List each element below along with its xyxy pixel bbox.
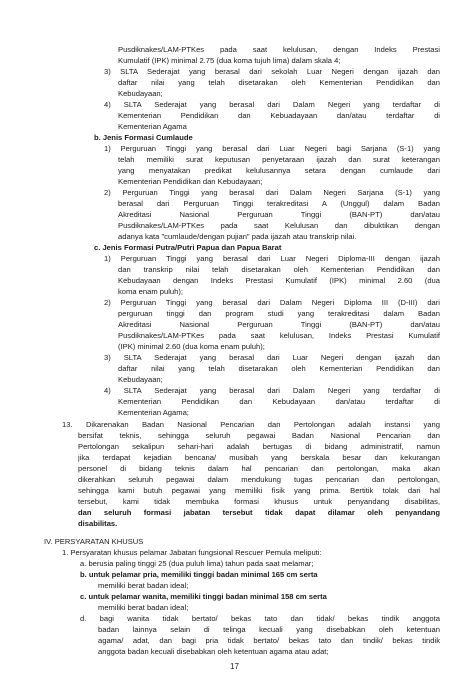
text-line: Kebudayaan; xyxy=(118,89,163,98)
text-line: 4) SLTA Sederajat yang berasal dari Dalam Negeri yang terdaftar di xyxy=(104,100,440,109)
text-line: Kementerian Pendidikan dan Kebudayaan dan/atau terdaftar di xyxy=(118,397,440,406)
text-line: 3) SLTA Sederajat yang berasal dari sekolah Luar Negeri dengan ijazah dan xyxy=(104,67,440,76)
text-line: personel di bidang teknis dalam hal pencarian dan pertolongan, maka akan xyxy=(78,464,440,473)
text-line: Akreditasi Nasional Perguruan Tinggi (BAN-PT) dan/atau xyxy=(118,210,440,219)
text-line: 2) Perguruan Tinggi yang berasal dari Dalam Negeri Diploma III (D-III) dari xyxy=(104,298,440,307)
text-line: Pusdiknakes/LAM-PTKes pada saat Kelulusan dan dibuktikan dengan xyxy=(118,221,440,230)
text-line: koma enam puluh); xyxy=(118,287,184,296)
text-line: Pertolongan sekalipun sehari-hari adalah bertugas di bidang administratif, namun xyxy=(78,442,440,451)
text-line: badan lainnya selain di telinga kecuali yang disebabkan oleh ketentuan xyxy=(98,625,440,634)
text-line: berasal dari Perguruan Tinggi terakreditasi A (Unggul) dalam Badan xyxy=(118,199,440,208)
text-line: 3) SLTA Sederajat yang berasal dari Luar Negeri dengan ijazah dan xyxy=(104,353,440,362)
text-line: 4) SLTA Sederajat yang berasal dari Dalam Negeri yang terdaftar di xyxy=(104,386,440,395)
text-line: telah memiliki surat keputusan penyetaraan ijazah dan surat keterangan xyxy=(118,155,440,164)
text-line: Kebudayaan; xyxy=(118,375,163,384)
text-line: Pusdiknakes/LAM-PTKes pada saat kelulusan, dengan Indeks Prestasi xyxy=(118,45,440,54)
text-line: Akreditasi Nasional Perguruan Tinggi (BAN-PT) dan/atau xyxy=(118,320,440,329)
text-line: perguruan tinggi dan program studi yang terakreditasi dalam Badan xyxy=(118,309,440,318)
text-line: Kementerian Agama xyxy=(118,122,187,131)
text-line: d. bagi wanita tidak bertato/ bekas tato dan tidak/ bekas tindik anggota xyxy=(80,614,440,623)
page-number: 17 xyxy=(230,662,239,671)
text-line: 1. Persyaratan khusus pelamar Jabatan fungsional Rescuer Pemula meliputi: xyxy=(62,548,322,557)
text-line: Kumulatif (IPK) minimal 2.75 (dua koma tujuh lima) dalam skala 4; xyxy=(118,56,341,65)
text-line: adanya kata "cumlaude/dengan pujian" pada ijazah atau transkrip nilai. xyxy=(118,232,357,241)
text-line: a. berusia paling tinggi 25 (dua puluh lima) tahun pada saat melamar; xyxy=(80,559,314,568)
text-line: c. Jenis Formasi Putra/Putri Papua dan Papua Barat xyxy=(94,243,282,252)
text-line: 2) Perguruan Tinggi yang berasal dari Dalam Negeri Sarjana (S-1) yang xyxy=(104,188,440,197)
text-line: Kementerian Agama; xyxy=(118,408,189,417)
text-line: tersebut, kami tidak membuka formasi khusus untuk penyandang disabilitas, xyxy=(78,497,440,506)
text-line: dikerahkan seluruh pegawai dalam mendukung tugas pencarian dan pertolongan, xyxy=(78,475,440,484)
text-line: disabilitas. xyxy=(78,519,118,528)
text-line: 1) Perguruan Tinggi yang berasal dari Luar Negeri bagi Sarjana (S-1) yang xyxy=(104,144,440,153)
text-line: memiliki berat badan ideal; xyxy=(98,581,189,590)
text-line: jika terdapat kejadian bencana/ musibah yang berskala besar dan kekurangan xyxy=(78,453,440,462)
text-line: 1) Perguruan Tinggi yang berasal dari Luar Negeri Diploma-III dengan ijazah xyxy=(104,254,440,263)
text-line: bersifat teknis, sehingga seluruh pegawai Badan Nasional Pencarian dan xyxy=(78,431,440,440)
text-line: dan transkrip nilai telah disetarakan oleh Kementerian Pendidikan dan xyxy=(118,265,440,274)
text-line: b. untuk pelamar pria, memiliki tinggi badan minimal 165 cm serta xyxy=(80,570,318,579)
text-line: (IPK) minimal 2.60 (dua koma enam puluh); xyxy=(118,342,265,351)
text-line: IV. PERSYARATAN KHUSUS xyxy=(44,537,144,546)
text-line: Kementerian Pendidikan dan Kebuadayaan dan/atau terdaftar di xyxy=(118,111,440,120)
text-line: c. untuk pelamar wanita, memiliki tinggi badan minimal 158 cm serta xyxy=(80,592,327,601)
text-line: agama/ adat, dan bagi pria tidak bertato/ bekas tato dan tindik/ bekas tindik xyxy=(98,636,440,645)
text-line: Pusdiknakes/LAM-PTKes pada saat kelulusan, Indeks Prestasi Kumulatif xyxy=(118,331,440,340)
text-line: Kebudayaan dengan Indeks Prestasi Kumulatif (IPK) minimal 2.60 (dua xyxy=(118,276,440,285)
text-line: daftar nilai yang telah disetarakan oleh Kementerian Pendidikan dan xyxy=(118,78,440,87)
text-line: memiliki berat badan ideal; xyxy=(98,603,189,612)
text-line: yang menyatakan predikat kelulusannya setara dengan cumlaude dari xyxy=(118,166,440,175)
text-line: dan seluruh formasi jabatan tersebut tidak dapat dilamar oleh penyandang xyxy=(78,508,440,517)
text-line: b. Jenis Formasi Cumlaude xyxy=(94,133,193,142)
text-line: daftar nilai yang telah disetarakan oleh Kementerian Pendidikan dan xyxy=(118,364,440,373)
text-line: sehingga kami butuh pegawai yang memiliki fisik yang prima. Bertitik tolak dari hal xyxy=(78,486,440,495)
text-line: anggota badan kecuali disebabkan oleh ketentuan agama atau adat; xyxy=(98,647,329,656)
text-line: 13. Dikarenakan Badan Nasional Pencarian dan Pertolongan adalah instansi yang xyxy=(62,420,440,429)
text-line: Kementerian Pendidikan dan Kebudayaan; xyxy=(118,177,263,186)
